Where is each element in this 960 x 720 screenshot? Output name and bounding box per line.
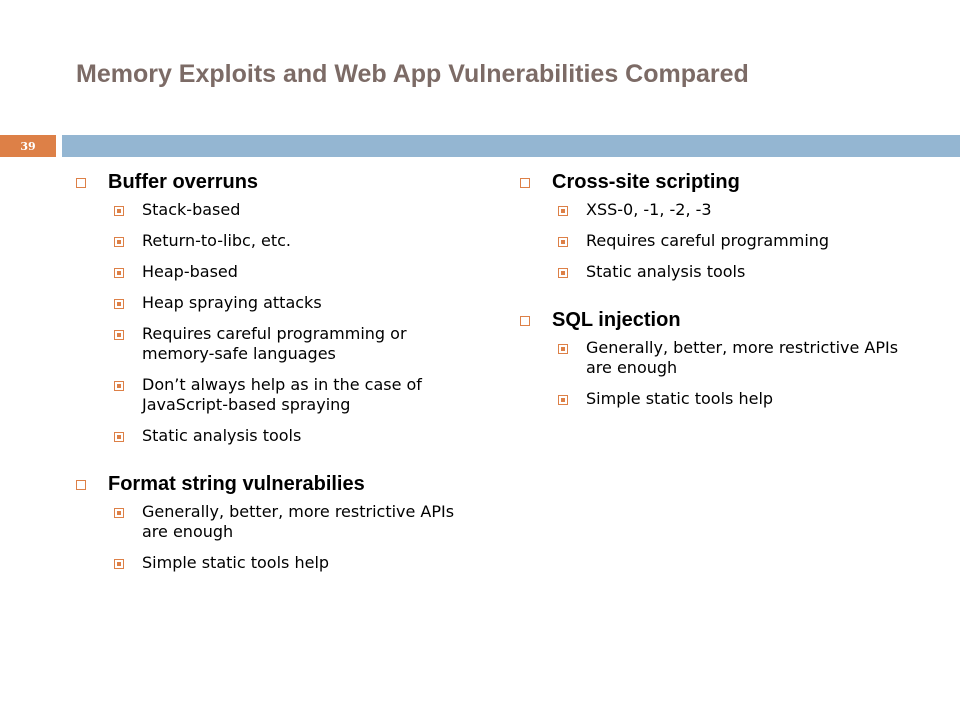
sub-list <box>520 338 920 409</box>
list-item-text: Heap spraying attacks <box>142 293 322 312</box>
section-heading <box>76 470 476 498</box>
left-column <box>76 168 476 597</box>
list-item <box>114 262 476 282</box>
list-item-text: Static analysis tools <box>142 426 302 445</box>
section-sql-injection <box>520 306 920 409</box>
section-buffer-overruns <box>76 168 476 446</box>
list-item-text: Generally, better, more restrictive APIs are enough <box>142 502 455 541</box>
list-item-text: Requires careful programming <box>586 231 830 250</box>
list-item <box>114 502 476 542</box>
square-bullet-icon <box>114 559 124 569</box>
right-column <box>520 168 920 433</box>
list-item <box>558 231 920 251</box>
list-item-text: Simple static tools help <box>586 389 774 408</box>
sub-list <box>520 200 920 282</box>
list-item-text: Don’t always help as in the case of JavaScript-based spraying <box>142 375 422 414</box>
section-format-string <box>76 470 476 573</box>
list-item <box>114 231 476 251</box>
list-item <box>114 293 476 313</box>
sub-list <box>76 502 476 573</box>
list-item <box>558 200 920 220</box>
square-bullet-icon <box>558 344 568 354</box>
sub-list <box>76 200 476 446</box>
square-bullet-icon <box>558 237 568 247</box>
square-bullet-icon <box>558 268 568 278</box>
section-heading <box>76 168 476 196</box>
slide-number-badge: 39 <box>0 135 56 157</box>
list-item-text: Generally, better, more restrictive APIs are enough <box>586 338 899 377</box>
square-bullet-icon <box>114 237 124 247</box>
square-bullet-icon <box>520 178 530 188</box>
list-item-text: Return-to-libc, etc. <box>142 231 292 250</box>
square-bullet-icon <box>114 432 124 442</box>
square-bullet-icon <box>558 206 568 216</box>
square-bullet-icon <box>114 330 124 340</box>
list-item <box>558 338 920 378</box>
square-bullet-icon <box>558 395 568 405</box>
square-bullet-icon <box>114 299 124 309</box>
heading-text: Format string vulnerabilies <box>108 473 365 495</box>
header-band <box>62 135 960 157</box>
square-bullet-icon <box>520 316 530 326</box>
list-item <box>114 324 476 364</box>
section-heading <box>520 306 920 334</box>
square-bullet-icon <box>76 178 86 188</box>
heading-text: Buffer overruns <box>108 171 259 193</box>
list-item <box>558 262 920 282</box>
square-bullet-icon <box>114 268 124 278</box>
list-item <box>114 426 476 446</box>
square-bullet-icon <box>114 381 124 391</box>
list-item <box>114 375 476 415</box>
slide-title: Memory Exploits and Web App Vulnerabilities Compared <box>76 60 749 88</box>
heading-text: SQL injection <box>552 309 681 331</box>
heading-text: Cross-site scripting <box>552 171 740 193</box>
section-heading <box>520 168 920 196</box>
square-bullet-icon <box>114 508 124 518</box>
list-item-text: Stack-based <box>142 200 241 219</box>
square-bullet-icon <box>76 480 86 490</box>
list-item-text: Heap-based <box>142 262 238 281</box>
list-item-text: XSS-0, -1, -2, -3 <box>586 200 712 219</box>
list-item <box>558 389 920 409</box>
square-bullet-icon <box>114 206 124 216</box>
list-item <box>114 200 476 220</box>
list-item-text: Simple static tools help <box>142 553 330 572</box>
list-item <box>114 553 476 573</box>
section-cross-site-scripting <box>520 168 920 282</box>
list-item-text: Requires careful programming or memory-safe languages <box>142 324 407 363</box>
list-item-text: Static analysis tools <box>586 262 746 281</box>
